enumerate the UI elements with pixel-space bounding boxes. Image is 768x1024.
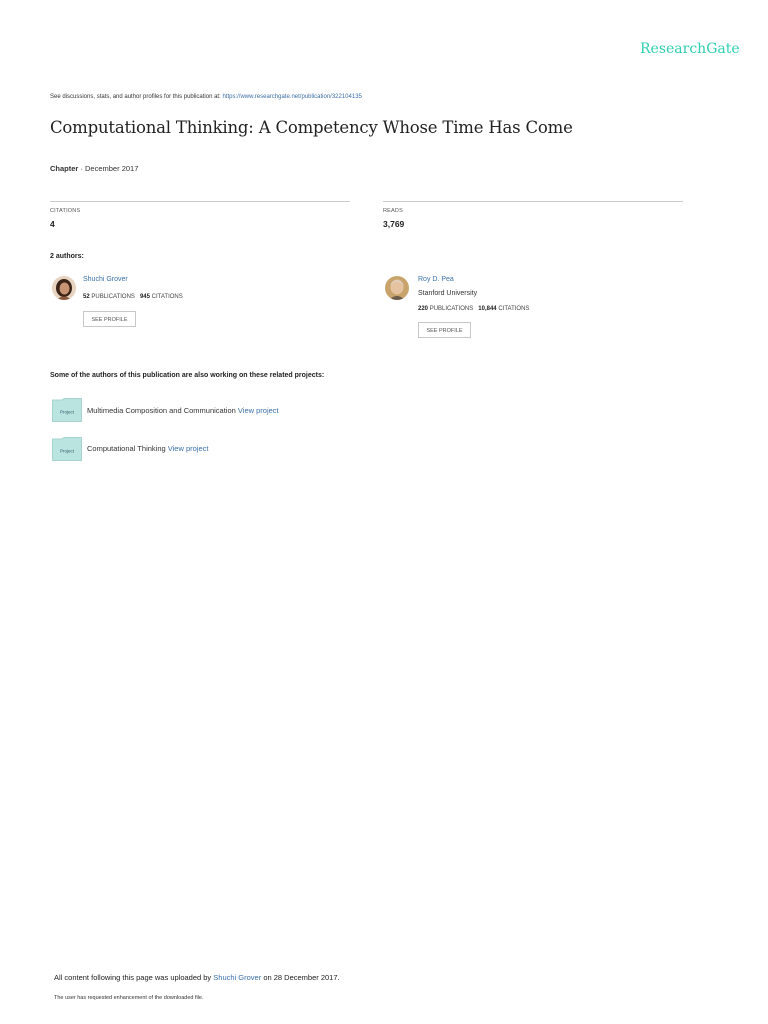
project-folder-icon — [52, 398, 82, 422]
publication-meta — [50, 164, 138, 173]
author-publications-label: PUBLICATIONS — [429, 306, 474, 312]
author-citations-label: CITATIONS — [498, 306, 530, 312]
project-name: Computational Thinking — [87, 444, 166, 453]
citations-label: CITATIONS — [50, 208, 81, 214]
author-citations-count: 945 — [139, 294, 150, 300]
view-project-link[interactable]: View project — [237, 406, 279, 415]
project-item — [87, 444, 208, 453]
author-publications-count: 220 — [418, 306, 429, 312]
author-counts — [83, 294, 183, 300]
citations-value: 4 — [50, 219, 55, 229]
enhancement-note: The user has requested enhancement of the downloaded file. — [54, 995, 204, 1001]
reads-value: 3,769 — [383, 219, 405, 229]
author-publications-count: 52 — [83, 294, 90, 300]
author-avatar[interactable] — [385, 276, 409, 300]
author-citations-label: CITATIONS — [151, 294, 183, 300]
project-icon-label: Project — [59, 448, 75, 454]
authors-heading: 2 authors: — [50, 253, 84, 260]
author-photo-icon — [385, 276, 409, 300]
upload-info — [54, 973, 340, 982]
researchgate-logo[interactable]: ResearchGate — [640, 41, 740, 57]
upload-suffix: on 28 December 2017. — [263, 973, 340, 982]
publication-type: Chapter — [50, 164, 79, 173]
publication-link[interactable]: https://www.researchgate.net/publication/322104135 — [222, 94, 362, 100]
project-folder-icon — [52, 437, 82, 461]
reads-label: READS — [383, 208, 403, 214]
project-item — [87, 406, 279, 415]
reads-divider — [383, 201, 683, 202]
author-name[interactable]: Shuchi Grover — [83, 276, 128, 283]
related-projects-heading: Some of the authors of this publication are also working on these related projects: — [50, 372, 325, 379]
author-avatar[interactable] — [52, 276, 76, 300]
author-publications-label: PUBLICATIONS — [91, 294, 135, 300]
citations-divider — [50, 201, 350, 202]
upload-prefix: All content following this page was uploaded by — [54, 973, 212, 982]
author-institution: Stanford University — [418, 290, 478, 297]
see-discussions-text: See discussions, stats, and author profiles for this publication at: — [50, 94, 221, 100]
author-counts — [418, 306, 529, 312]
publication-title: Computational Thinking: A Competency Whose Time Has Come — [50, 118, 573, 137]
see-profile-button[interactable]: SEE PROFILE — [83, 311, 136, 327]
author-citations-count: 10,844 — [478, 306, 497, 312]
view-project-link[interactable]: View project — [167, 444, 209, 453]
publication-date: · December 2017 — [78, 164, 139, 173]
project-icon-label: Project — [59, 409, 75, 415]
author-name[interactable]: Roy D. Pea — [418, 276, 454, 283]
author-photo-icon — [52, 276, 76, 300]
project-name: Multimedia Composition and Communication — [87, 406, 236, 415]
see-discussions-line — [50, 94, 362, 100]
see-profile-button[interactable]: SEE PROFILE — [418, 322, 471, 338]
uploader-link[interactable]: Shuchi Grover — [213, 973, 262, 982]
